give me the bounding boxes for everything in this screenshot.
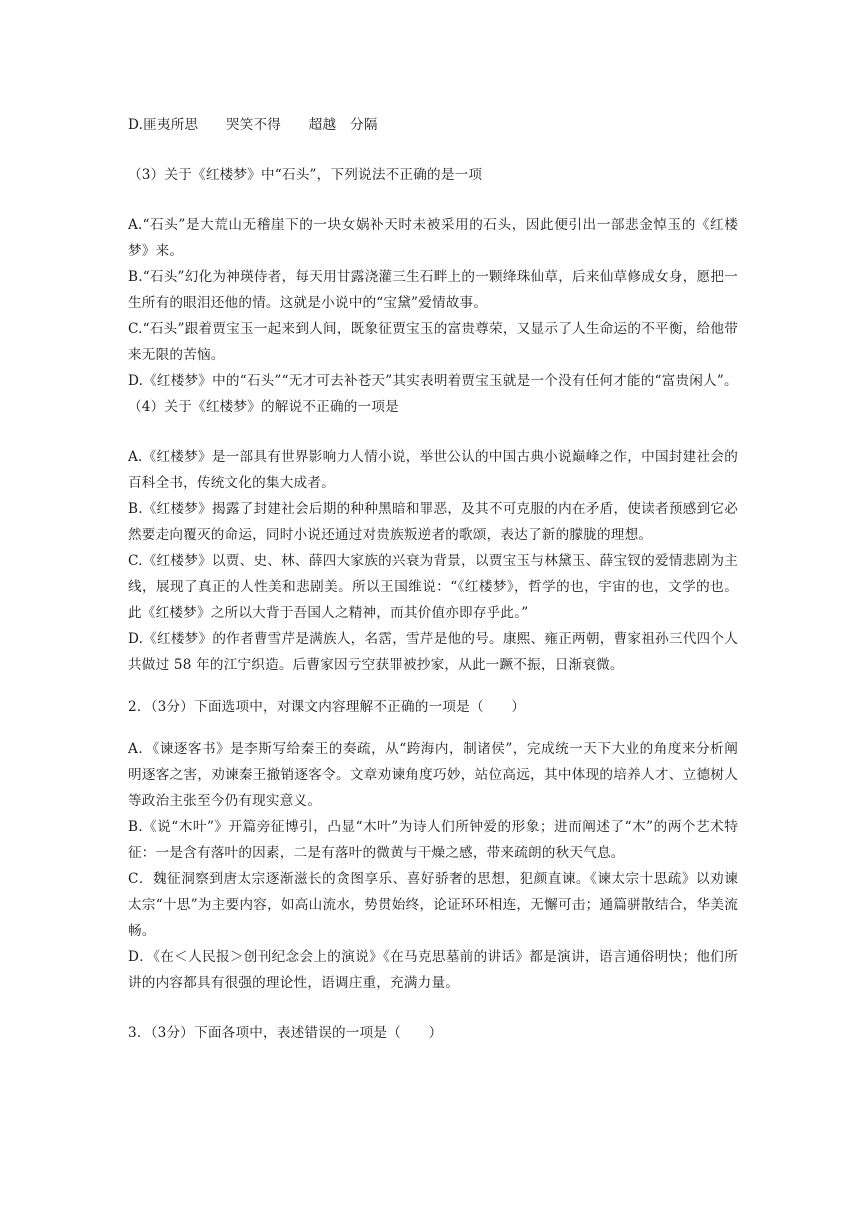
q3-stem: 3．（3分）下面各项中，表述错误的一项是（ ） [128, 1025, 443, 1041]
q1-sub4-stem: （4）关于《红楼梦》的解说不正确的一项是 [128, 399, 399, 415]
q1-sub3-stem: （3）关于《红楼梦》中“石头”，下列说法不正确的是一项 [128, 167, 483, 183]
q1-sub4-option-b: B.《红楼梦》揭露了封建社会后期的种种黑暗和罪恶，及其不可克服的内在矛盾，使读者预感到它必然要走向覆灭的命运，同时小说还通过对贵族叛逆者的歌颂，表达了新的朦胧的理想。 [128, 501, 738, 543]
q2-option-c: C．魏征洞察到唐太宗逐渐滋长的贪图享乐、喜好骄奢的思想，犯颜直谏。《谏太宗十思疏》以劝谏太宗“十思”为主要内容，如高山流水，势贯始终，论证环环相连，无懈可击；通篇骈散结合，华美流畅。 [128, 871, 738, 939]
q1-sub3-option-d: D.《红楼梦》中的“石头”“无才可去补苍天”其实表明着贾宝玉就是一个没有任何才能的“富贵闲人”。 [128, 373, 738, 389]
document-page [128, 112, 738, 1046]
q1-sub4-option-d: D.《红楼梦》的作者曹雪芹是满族人，名霑，雪芹是他的号。康熙、雍正两朝，曹家祖孙三代四个人共做过 58 年的江宁织造。后曹家因亏空获罪被抄家，从此一蹶不振，日渐衰微。 [128, 631, 738, 673]
q1-sub4-option-a: A.《红楼梦》是一部具有世界影响力人情小说，举世公认的中国古典小说巅峰之作，中国封建社会的百科全书，传统文化的集大成者。 [128, 449, 738, 491]
q2-option-d: D．《在＜人民报＞创刊纪念会上的演说》《在马克思墓前的讲话》都是演讲，语言通俗明快；他们所讲的内容都具有很强的理论性，语调庄重，充满力量。 [128, 949, 738, 991]
q1-sub3-option-c: C.“石头”跟着贾宝玉一起来到人间，既象征贾宝玉的富贵尊荣，又显示了人生命运的不平衡，给他带来无限的苦恼。 [128, 321, 738, 363]
q1-sub3-option-b: B.“石头”幻化为神瑛侍者，每天用甘露浇灌三生石畔上的一颗绛珠仙草，后来仙草修成女身，愿把一生所有的眼泪还他的情。这就是小说中的“宝黛”爱情故事。 [128, 269, 738, 311]
q1-sub4-option-c: C.《红楼梦》以贾、史、林、薛四大家族的兴衰为背景，以贾宝玉与林黛玉、薛宝钗的爱情悲剧为主线，展现了真正的人性美和悲剧美。所以王国维说：“《红楼梦》，哲学的也，宇宙的也，文学的也。此《红楼梦》之所以大背于吾国人之精神，而其价值亦即存乎此。” [128, 553, 738, 621]
q2-stem: 2．（3分）下面选项中，对课文内容理解不正确的一项是（ ） [128, 699, 526, 715]
q1-sub3-option-a: A.“石头”是大荒山无稽崖下的一块女娲补天时未被采用的石头，因此便引出一部悲金悼玉的《红楼梦》来。 [128, 217, 738, 259]
q2-option-a: A．《谏逐客书》是李斯写给秦王的奏疏，从“跨海内，制诸侯”，完成统一天下大业的角度来分析阐明逐客之害，劝谏秦王撤销逐客令。文章劝谏角度巧妙，站位高远，其中体现的培养人才、立德树人等政治主张至今仍有现实意义。 [128, 741, 738, 809]
q1-prev-option-d: D.匪夷所思 哭笑不得 超越 分隔 [128, 117, 378, 133]
q2-option-b: B.《说“木叶”》开篇旁征博引，凸显“木叶”为诗人们所钟爱的形象；进而阐述了“木”的两个艺术特征：一是含有落叶的因素，二是有落叶的微黄与干燥之感，带来疏朗的秋天气息。 [128, 819, 738, 861]
